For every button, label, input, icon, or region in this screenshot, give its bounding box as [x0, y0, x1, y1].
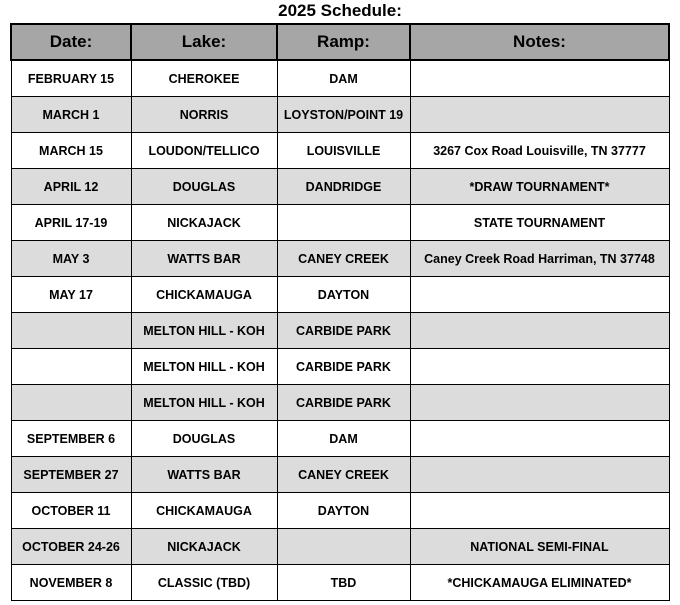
cell-notes: *CHICKAMAUGA ELIMINATED*	[410, 565, 669, 601]
column-header-lake: Lake:	[131, 24, 277, 60]
cell-ramp: DANDRIDGE	[277, 169, 410, 205]
table-row	[11, 385, 669, 421]
cell-date	[11, 349, 131, 385]
cell-ramp: CANEY CREEK	[277, 457, 410, 493]
cell-lake: CHICKAMAUGA	[131, 493, 277, 529]
page-title: 2025 Schedule:	[278, 1, 402, 20]
cell-lake: NORRIS	[131, 97, 277, 133]
cell-ramp: DAYTON	[277, 277, 410, 313]
cell-date	[11, 385, 131, 421]
table-row	[11, 313, 669, 349]
cell-ramp	[277, 205, 410, 241]
cell-date: SEPTEMBER 27	[11, 457, 131, 493]
schedule-body	[11, 60, 669, 601]
cell-notes	[410, 421, 669, 457]
cell-notes: STATE TOURNAMENT	[410, 205, 669, 241]
cell-notes: *DRAW TOURNAMENT*	[410, 169, 669, 205]
cell-date: MAY 17	[11, 277, 131, 313]
cell-lake: NICKAJACK	[131, 529, 277, 565]
cell-date: NOVEMBER 8	[11, 565, 131, 601]
cell-notes	[410, 457, 669, 493]
cell-notes: Caney Creek Road Harriman, TN 37748	[410, 241, 669, 277]
cell-notes	[410, 349, 669, 385]
cell-ramp: DAYTON	[277, 493, 410, 529]
cell-lake: LOUDON/TELLICO	[131, 133, 277, 169]
cell-date: APRIL 17-19	[11, 205, 131, 241]
cell-lake: MELTON HILL - KOH	[131, 313, 277, 349]
cell-ramp: LOUISVILLE	[277, 133, 410, 169]
header-row	[11, 24, 669, 60]
cell-date: OCTOBER 11	[11, 493, 131, 529]
cell-lake: CHEROKEE	[131, 60, 277, 97]
table-row	[11, 133, 669, 169]
cell-notes: NATIONAL SEMI-FINAL	[410, 529, 669, 565]
cell-date: FEBRUARY 15	[11, 60, 131, 97]
cell-lake: MELTON HILL - KOH	[131, 385, 277, 421]
cell-lake: CLASSIC (TBD)	[131, 565, 277, 601]
table-row	[11, 493, 669, 529]
cell-ramp: TBD	[277, 565, 410, 601]
column-header-notes: Notes:	[410, 24, 669, 60]
cell-lake: DOUGLAS	[131, 421, 277, 457]
cell-notes	[410, 385, 669, 421]
table-row	[11, 457, 669, 493]
table-row	[11, 349, 669, 385]
table-row	[11, 205, 669, 241]
cell-notes	[410, 313, 669, 349]
column-header-ramp: Ramp:	[277, 24, 410, 60]
cell-ramp: CARBIDE PARK	[277, 313, 410, 349]
table-row	[11, 565, 669, 601]
cell-lake: DOUGLAS	[131, 169, 277, 205]
cell-date: MARCH 1	[11, 97, 131, 133]
column-header-date: Date:	[11, 24, 131, 60]
cell-date	[11, 313, 131, 349]
cell-ramp	[277, 529, 410, 565]
cell-lake: WATTS BAR	[131, 457, 277, 493]
table-row	[11, 421, 669, 457]
cell-ramp: CARBIDE PARK	[277, 385, 410, 421]
cell-date: MARCH 15	[11, 133, 131, 169]
cell-lake: CHICKAMAUGA	[131, 277, 277, 313]
cell-ramp: CARBIDE PARK	[277, 349, 410, 385]
cell-ramp: DAM	[277, 421, 410, 457]
cell-ramp: CANEY CREEK	[277, 241, 410, 277]
cell-notes	[410, 493, 669, 529]
cell-notes: 3267 Cox Road Louisville, TN 37777	[410, 133, 669, 169]
cell-ramp: DAM	[277, 60, 410, 97]
cell-lake: NICKAJACK	[131, 205, 277, 241]
table-row	[11, 169, 669, 205]
cell-date: SEPTEMBER 6	[11, 421, 131, 457]
table-row	[11, 60, 669, 97]
cell-date: OCTOBER 24-26	[11, 529, 131, 565]
cell-lake: MELTON HILL - KOH	[131, 349, 277, 385]
cell-ramp: LOYSTON/POINT 19	[277, 97, 410, 133]
table-row	[11, 277, 669, 313]
cell-lake: WATTS BAR	[131, 241, 277, 277]
table-row	[11, 529, 669, 565]
cell-notes	[410, 277, 669, 313]
cell-date: APRIL 12	[11, 169, 131, 205]
table-row	[11, 241, 669, 277]
cell-notes	[410, 97, 669, 133]
schedule-table	[10, 23, 670, 601]
cell-date: MAY 3	[11, 241, 131, 277]
cell-notes	[410, 60, 669, 97]
table-row	[11, 97, 669, 133]
